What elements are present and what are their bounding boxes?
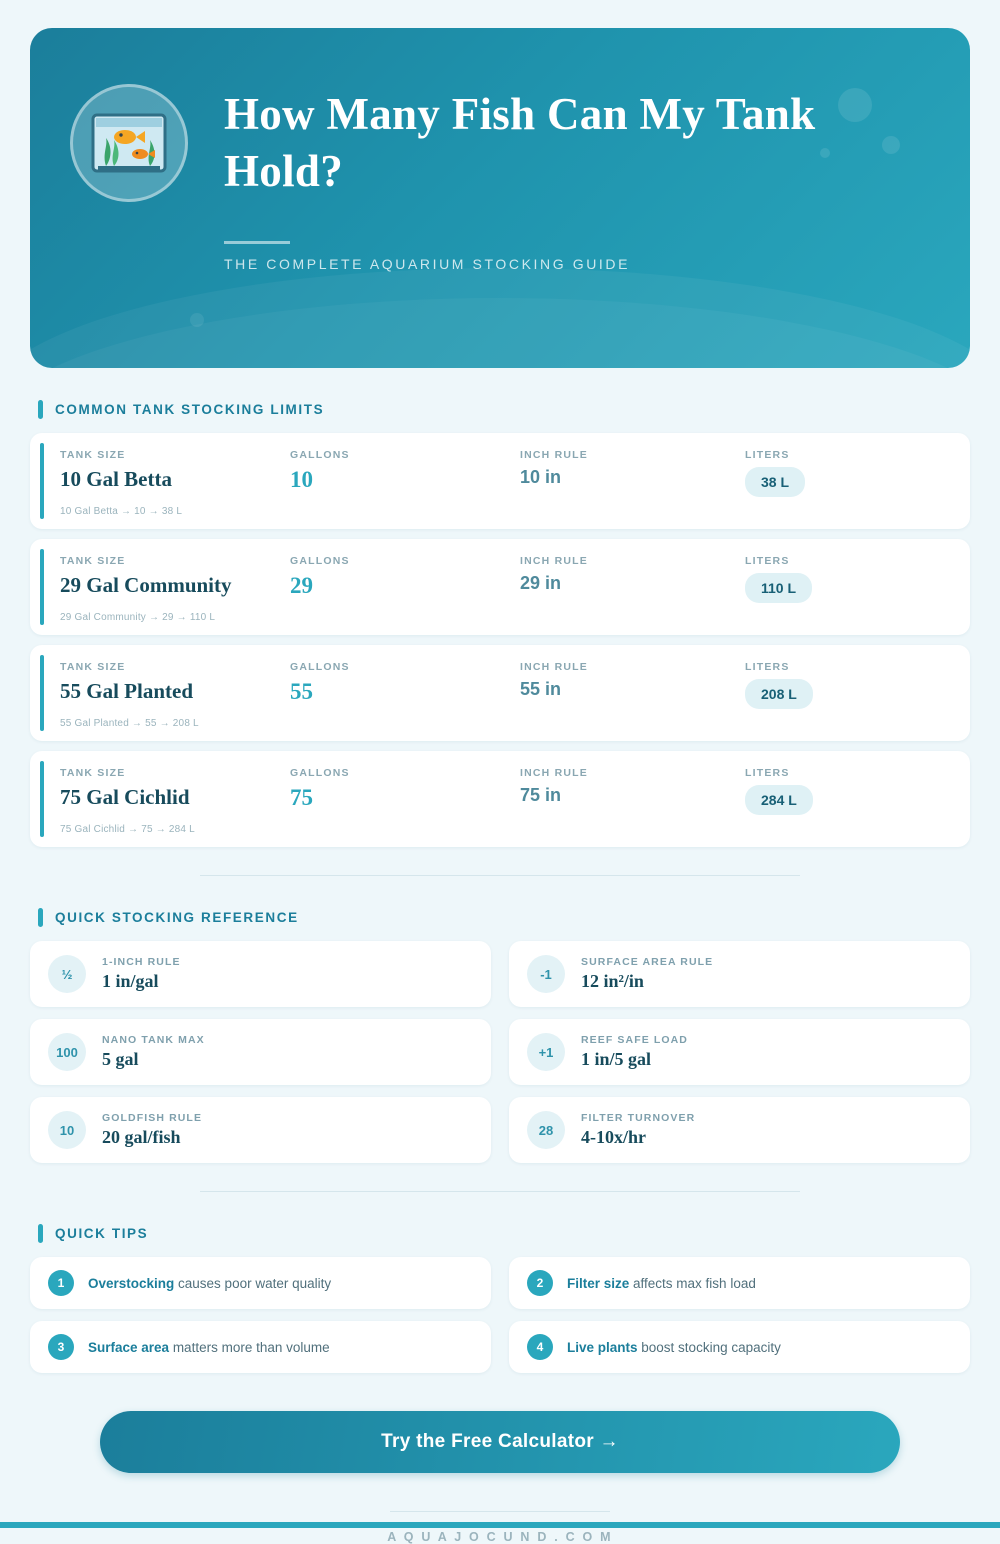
column-header-gallons: GALLONS bbox=[290, 555, 350, 567]
section-heading-tips bbox=[38, 1224, 970, 1243]
stocking-limits-table bbox=[30, 433, 970, 847]
cell-gallons bbox=[290, 767, 520, 811]
tip-card bbox=[509, 1321, 970, 1373]
logo-badge bbox=[70, 84, 188, 202]
bottom-accent-strip bbox=[0, 1522, 1000, 1528]
liters-badge: 110 L bbox=[745, 573, 812, 603]
reference-badge: 100 bbox=[48, 1033, 86, 1071]
column-header-liters: LITERS bbox=[745, 449, 790, 461]
tank-size-value: 55 Gal Planted bbox=[60, 679, 194, 703]
reference-card bbox=[30, 1097, 491, 1163]
reference-badge: -1 bbox=[527, 955, 565, 993]
reference-value: 1 in/gal bbox=[102, 971, 159, 991]
tip-highlight: Live plants bbox=[567, 1339, 638, 1355]
reference-card bbox=[30, 1019, 491, 1085]
tip-highlight: Filter size bbox=[567, 1275, 630, 1291]
column-header-tank-size: TANK SIZE bbox=[60, 449, 126, 461]
column-header-inch-rule: INCH RULE bbox=[520, 767, 588, 779]
reference-badge: ½ bbox=[48, 955, 86, 993]
cell-inch-rule bbox=[520, 661, 745, 700]
liters-badge: 208 L bbox=[745, 679, 813, 709]
gallons-value: 10 bbox=[290, 467, 313, 492]
gallons-value: 29 bbox=[290, 573, 313, 598]
gallons-value: 55 bbox=[290, 679, 313, 704]
quick-reference-grid bbox=[30, 941, 970, 1163]
reference-card bbox=[509, 941, 970, 1007]
reference-card bbox=[509, 1019, 970, 1085]
cell-liters bbox=[745, 555, 946, 603]
column-header-gallons: GALLONS bbox=[290, 661, 350, 673]
reference-value: 4-10x/hr bbox=[581, 1127, 646, 1147]
infographic-page bbox=[0, 28, 1000, 1544]
tip-rest: causes poor water quality bbox=[174, 1275, 332, 1291]
wave-decoration-front bbox=[30, 268, 970, 368]
hero-subtitle-block bbox=[224, 241, 864, 272]
cell-tank-size bbox=[60, 767, 290, 810]
cell-tank-size bbox=[60, 449, 290, 492]
liters-badge: 38 L bbox=[745, 467, 805, 497]
column-header-tank-size: TANK SIZE bbox=[60, 661, 126, 673]
reference-badge: +1 bbox=[527, 1033, 565, 1071]
tip-highlight: Surface area bbox=[88, 1339, 170, 1355]
reference-label: REEF SAFE LOAD bbox=[581, 1034, 688, 1046]
section-title: QUICK STOCKING REFERENCE bbox=[55, 910, 299, 925]
column-header-liters: LITERS bbox=[745, 767, 790, 779]
bubble-decoration bbox=[190, 313, 204, 327]
page-subtitle: THE COMPLETE AQUARIUM STOCKING GUIDE bbox=[224, 256, 631, 273]
row-note: 55 Gal Planted → 55 → 208 L bbox=[60, 718, 199, 729]
section-title: COMMON TANK STOCKING LIMITS bbox=[55, 402, 325, 417]
inch-rule-value: 29 in bbox=[520, 573, 562, 593]
table-row bbox=[30, 539, 970, 635]
tip-rest: affects max fish load bbox=[629, 1275, 756, 1291]
tip-rest: matters more than volume bbox=[169, 1339, 330, 1355]
reference-value: 5 gal bbox=[102, 1049, 139, 1069]
cell-inch-rule bbox=[520, 767, 745, 806]
section-divider bbox=[200, 1191, 800, 1192]
section-accent-bar bbox=[38, 908, 43, 927]
gallons-value: 75 bbox=[290, 785, 313, 810]
inch-rule-value: 55 in bbox=[520, 679, 562, 699]
tip-text bbox=[88, 1276, 331, 1291]
reference-value: 12 in²/in bbox=[581, 971, 644, 991]
reference-value: 1 in/5 gal bbox=[581, 1049, 652, 1069]
footer-divider bbox=[390, 1511, 610, 1512]
section-title: QUICK TIPS bbox=[55, 1226, 149, 1241]
table-row bbox=[30, 645, 970, 741]
tip-rest: boost stocking capacity bbox=[637, 1339, 781, 1355]
cell-liters bbox=[745, 661, 946, 709]
tip-card bbox=[30, 1257, 491, 1309]
cell-gallons bbox=[290, 555, 520, 599]
reference-card bbox=[509, 1097, 970, 1163]
hero-text-block bbox=[224, 80, 864, 272]
cell-liters bbox=[745, 767, 946, 815]
tank-size-value: 29 Gal Community bbox=[60, 573, 232, 597]
table-row bbox=[30, 433, 970, 529]
cell-tank-size bbox=[60, 661, 290, 704]
cell-liters bbox=[745, 449, 946, 497]
reference-badge: 28 bbox=[527, 1111, 565, 1149]
cell-gallons bbox=[290, 661, 520, 705]
cell-gallons bbox=[290, 449, 520, 493]
quick-tips-grid bbox=[30, 1257, 970, 1373]
reference-card bbox=[30, 941, 491, 1007]
reference-badge: 10 bbox=[48, 1111, 86, 1149]
column-header-gallons: GALLONS bbox=[290, 449, 350, 461]
row-note: 75 Gal Cichlid → 75 → 284 L bbox=[60, 824, 195, 835]
cell-tank-size bbox=[60, 555, 290, 598]
tip-card bbox=[509, 1257, 970, 1309]
reference-label: NANO TANK MAX bbox=[102, 1034, 205, 1046]
cell-inch-rule bbox=[520, 555, 745, 594]
tip-number: 3 bbox=[48, 1334, 74, 1360]
column-header-inch-rule: INCH RULE bbox=[520, 449, 588, 461]
column-header-inch-rule: INCH RULE bbox=[520, 661, 588, 673]
try-calculator-button[interactable]: Try the Free Calculator → bbox=[100, 1411, 900, 1473]
column-header-inch-rule: INCH RULE bbox=[520, 555, 588, 567]
inch-rule-value: 10 in bbox=[520, 467, 562, 487]
tip-number: 4 bbox=[527, 1334, 553, 1360]
table-row bbox=[30, 751, 970, 847]
cell-inch-rule bbox=[520, 449, 745, 488]
section-heading-reference bbox=[38, 908, 970, 927]
tank-size-value: 75 Gal Cichlid bbox=[60, 785, 190, 809]
tip-text bbox=[567, 1276, 756, 1291]
tank-size-value: 10 Gal Betta bbox=[60, 467, 172, 491]
hero-header bbox=[30, 28, 970, 368]
row-note: 29 Gal Community → 29 → 110 L bbox=[60, 612, 216, 623]
column-header-tank-size: TANK SIZE bbox=[60, 767, 126, 779]
fish-tank-icon bbox=[90, 112, 168, 174]
inch-rule-value: 75 in bbox=[520, 785, 562, 805]
tip-number: 2 bbox=[527, 1270, 553, 1296]
section-accent-bar bbox=[38, 1224, 43, 1243]
column-header-gallons: GALLONS bbox=[290, 767, 350, 779]
section-divider bbox=[200, 875, 800, 876]
hero-content bbox=[30, 28, 970, 272]
tip-number: 1 bbox=[48, 1270, 74, 1296]
reference-value: 20 gal/fish bbox=[102, 1127, 181, 1147]
subtitle-divider bbox=[224, 241, 290, 244]
reference-label: SURFACE AREA RULE bbox=[581, 956, 714, 968]
tip-text bbox=[88, 1340, 330, 1355]
reference-label: FILTER TURNOVER bbox=[581, 1112, 696, 1124]
tip-text bbox=[567, 1340, 781, 1355]
section-heading-limits bbox=[38, 400, 970, 419]
column-header-liters: LITERS bbox=[745, 661, 790, 673]
tip-card bbox=[30, 1321, 491, 1373]
page-title: How Many Fish Can My Tank Hold? bbox=[224, 89, 816, 196]
cta-container bbox=[30, 1411, 970, 1473]
reference-label: 1-INCH RULE bbox=[102, 956, 181, 968]
tip-highlight: Overstocking bbox=[88, 1275, 175, 1291]
column-header-tank-size: TANK SIZE bbox=[60, 555, 126, 567]
section-accent-bar bbox=[38, 400, 43, 419]
liters-badge: 284 L bbox=[745, 785, 813, 815]
row-note: 10 Gal Betta → 10 → 38 L bbox=[60, 506, 183, 517]
footer-site: A Q U A J O C U N D . C O M bbox=[387, 1530, 613, 1544]
reference-label: GOLDFISH RULE bbox=[102, 1112, 203, 1124]
column-header-liters: LITERS bbox=[745, 555, 790, 567]
